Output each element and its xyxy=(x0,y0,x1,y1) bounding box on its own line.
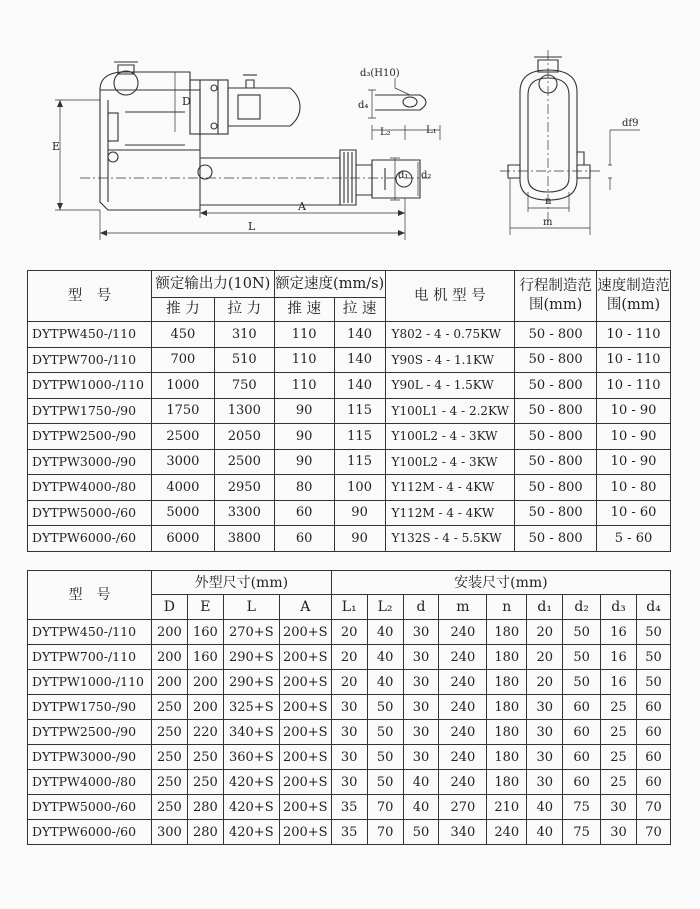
label-d2: d₂ xyxy=(421,170,432,181)
value-cell: 16 xyxy=(601,670,637,695)
performance-row xyxy=(28,398,671,424)
value-cell: 200 xyxy=(187,670,223,695)
header-stroke: 行程制造范围(mm) xyxy=(515,271,597,322)
value-cell: 200+S xyxy=(279,820,331,845)
value-cell: 140 xyxy=(334,373,385,399)
value-cell: 50 xyxy=(403,820,439,845)
value-cell: Y90S - 4 - 1.1KW xyxy=(385,347,515,373)
value-cell: 40 xyxy=(403,770,439,795)
value-cell: 35 xyxy=(331,795,367,820)
value-cell: 50 xyxy=(563,620,601,645)
value-cell: Y112M - 4 - 4KW xyxy=(385,475,515,501)
value-cell: 240 xyxy=(487,820,527,845)
value-cell: 2950 xyxy=(214,475,274,501)
value-cell: 5 - 60 xyxy=(597,526,671,552)
value-cell: 25 xyxy=(601,695,637,720)
model-cell: DYTPW700-/110 xyxy=(28,645,152,670)
value-cell: 200+S xyxy=(279,770,331,795)
value-cell: 50 - 800 xyxy=(515,373,597,399)
value-cell: Y100L2 - 4 - 3KW xyxy=(385,449,515,475)
dimension-row xyxy=(28,795,671,820)
value-cell: 30 xyxy=(331,770,367,795)
dimension-row xyxy=(28,670,671,695)
value-cell: 75 xyxy=(563,795,601,820)
model-cell: DYTPW2500-/90 xyxy=(28,424,152,450)
value-cell: 40 xyxy=(527,795,563,820)
value-cell: 1300 xyxy=(214,398,274,424)
value-cell: 290+S xyxy=(223,645,279,670)
value-cell: 115 xyxy=(334,449,385,475)
value-cell: 240 xyxy=(439,645,487,670)
label-d: D xyxy=(182,95,191,108)
value-cell: 50 xyxy=(367,745,403,770)
value-cell: 60 xyxy=(274,500,334,526)
model-cell: DYTPW3000-/90 xyxy=(28,449,152,475)
value-cell: 240 xyxy=(439,620,487,645)
label-d1: d₁ xyxy=(398,170,409,181)
value-cell: 50 - 800 xyxy=(515,500,597,526)
model-cell: DYTPW450-/110 xyxy=(28,620,152,645)
model-cell: DYTPW6000-/60 xyxy=(28,526,152,552)
value-cell: 20 xyxy=(331,620,367,645)
model-cell: DYTPW5000-/60 xyxy=(28,795,152,820)
value-cell: 40 xyxy=(403,795,439,820)
value-cell: 50 - 800 xyxy=(515,526,597,552)
value-cell: 70 xyxy=(367,820,403,845)
value-cell: 325+S xyxy=(223,695,279,720)
header-rated-speed: 额定速度(mm/s) xyxy=(274,271,385,298)
value-cell: 30 xyxy=(403,720,439,745)
value-cell: 40 xyxy=(367,645,403,670)
value-cell: 240 xyxy=(439,695,487,720)
value-cell: 200+S xyxy=(279,695,331,720)
header-model: 型 号 xyxy=(28,271,152,322)
value-cell: 110 xyxy=(274,373,334,399)
value-cell: 200 xyxy=(151,645,187,670)
value-cell: 30 xyxy=(403,645,439,670)
value-cell: Y132S - 4 - 5.5KW xyxy=(385,526,515,552)
value-cell: 35 xyxy=(331,820,367,845)
value-cell: 140 xyxy=(334,347,385,373)
header-dim-column: L₂ xyxy=(367,595,403,620)
value-cell: 240 xyxy=(439,720,487,745)
header-install-dimensions: 安装尺寸(mm) xyxy=(331,571,670,595)
model-cell: DYTPW5000-/60 xyxy=(28,500,152,526)
value-cell: 160 xyxy=(187,645,223,670)
value-cell: 280 xyxy=(187,820,223,845)
header-speed-range: 速度制造范围(mm) xyxy=(597,271,671,322)
header-dim-column: E xyxy=(187,595,223,620)
dimension-row xyxy=(28,720,671,745)
value-cell: 30 xyxy=(403,695,439,720)
dimension-row xyxy=(28,820,671,845)
value-cell: 250 xyxy=(151,795,187,820)
value-cell: 200+S xyxy=(279,620,331,645)
value-cell: 16 xyxy=(601,645,637,670)
value-cell: 60 xyxy=(636,720,670,745)
value-cell: 70 xyxy=(367,795,403,820)
header-pull-speed: 拉 速 xyxy=(334,298,385,322)
value-cell: 280 xyxy=(187,795,223,820)
actuator-end-view xyxy=(500,50,640,235)
value-cell: 30 xyxy=(403,670,439,695)
header-model-2: 型 号 xyxy=(28,571,152,620)
dimensions-table xyxy=(27,570,671,845)
value-cell: 340 xyxy=(439,820,487,845)
technical-drawing xyxy=(0,0,700,262)
value-cell: 250 xyxy=(151,770,187,795)
value-cell: 50 - 800 xyxy=(515,424,597,450)
value-cell: 90 xyxy=(274,398,334,424)
value-cell: 25 xyxy=(601,745,637,770)
header-push-speed: 推 速 xyxy=(274,298,334,322)
value-cell: 30 xyxy=(601,795,637,820)
label-a: A xyxy=(298,200,306,213)
label-d3: d₃(H10) xyxy=(360,68,400,79)
value-cell: 50 xyxy=(636,620,670,645)
header-outer-dimensions: 外型尺寸(mm) xyxy=(151,571,331,595)
value-cell: 50 - 800 xyxy=(515,449,597,475)
value-cell: 750 xyxy=(214,373,274,399)
value-cell: 200+S xyxy=(279,745,331,770)
value-cell: 450 xyxy=(151,322,214,348)
value-cell: 60 xyxy=(563,770,601,795)
value-cell: 100 xyxy=(334,475,385,501)
value-cell: 30 xyxy=(331,695,367,720)
value-cell: 6000 xyxy=(151,526,214,552)
value-cell: Y100L1 - 4 - 2.2KW xyxy=(385,398,515,424)
value-cell: 2500 xyxy=(151,424,214,450)
value-cell: 90 xyxy=(274,449,334,475)
value-cell: 250 xyxy=(187,745,223,770)
header-dim-column: A xyxy=(279,595,331,620)
value-cell: 110 xyxy=(274,322,334,348)
header-dim-column: L₁ xyxy=(331,595,367,620)
value-cell: 200+S xyxy=(279,795,331,820)
value-cell: 200 xyxy=(151,670,187,695)
value-cell: 50 xyxy=(563,670,601,695)
value-cell: 180 xyxy=(487,670,527,695)
model-cell: DYTPW2500-/90 xyxy=(28,720,152,745)
value-cell: 70 xyxy=(636,820,670,845)
value-cell: 220 xyxy=(187,720,223,745)
value-cell: 60 xyxy=(563,695,601,720)
value-cell: 700 xyxy=(151,347,214,373)
value-cell: 20 xyxy=(331,670,367,695)
model-cell: DYTPW4000-/80 xyxy=(28,475,152,501)
value-cell: 10 - 90 xyxy=(597,398,671,424)
value-cell: 250 xyxy=(151,745,187,770)
label-n: n xyxy=(545,196,552,207)
value-cell: 30 xyxy=(527,770,563,795)
value-cell: 10 - 110 xyxy=(597,373,671,399)
performance-row xyxy=(28,500,671,526)
value-cell: 115 xyxy=(334,424,385,450)
value-cell: 60 xyxy=(563,745,601,770)
dimension-row xyxy=(28,695,671,720)
header-dim-column: d₄ xyxy=(636,595,670,620)
value-cell: 25 xyxy=(601,720,637,745)
header-dim-column: d₂ xyxy=(563,595,601,620)
label-df9: df9 xyxy=(622,118,639,129)
value-cell: 40 xyxy=(527,820,563,845)
value-cell: 300 xyxy=(151,820,187,845)
value-cell: 30 xyxy=(331,745,367,770)
header-rated-force: 额定输出力(10N) xyxy=(151,271,274,298)
model-cell: DYTPW450-/110 xyxy=(28,322,152,348)
value-cell: 60 xyxy=(636,745,670,770)
value-cell: 5000 xyxy=(151,500,214,526)
value-cell: 75 xyxy=(563,820,601,845)
value-cell: 160 xyxy=(187,620,223,645)
value-cell: 10 - 110 xyxy=(597,322,671,348)
value-cell: 420+S xyxy=(223,820,279,845)
dimension-row xyxy=(28,770,671,795)
value-cell: 140 xyxy=(334,322,385,348)
dimension-row xyxy=(28,620,671,645)
actuator-side-view xyxy=(55,62,430,240)
value-cell: 50 xyxy=(367,770,403,795)
value-cell: 30 xyxy=(403,745,439,770)
value-cell: 360+S xyxy=(223,745,279,770)
label-l2: L₂ xyxy=(380,127,391,138)
performance-table xyxy=(27,270,671,552)
value-cell: 4000 xyxy=(151,475,214,501)
value-cell: 30 xyxy=(601,820,637,845)
value-cell: 20 xyxy=(527,670,563,695)
header-dim-column: d₃ xyxy=(601,595,637,620)
header-push-force: 推 力 xyxy=(151,298,214,322)
value-cell: 3300 xyxy=(214,500,274,526)
rod-end-detail xyxy=(368,78,440,200)
value-cell: 70 xyxy=(636,795,670,820)
value-cell: 50 - 800 xyxy=(515,322,597,348)
value-cell: 250 xyxy=(187,770,223,795)
value-cell: 10 - 60 xyxy=(597,500,671,526)
value-cell: Y90L - 4 - 1.5KW xyxy=(385,373,515,399)
value-cell: 340+S xyxy=(223,720,279,745)
value-cell: 1750 xyxy=(151,398,214,424)
model-cell: DYTPW700-/110 xyxy=(28,347,152,373)
value-cell: 110 xyxy=(274,347,334,373)
header-motor: 电 机 型 号 xyxy=(385,271,515,322)
value-cell: 50 - 800 xyxy=(515,398,597,424)
label-d4: d₄ xyxy=(358,100,369,111)
value-cell: 50 xyxy=(367,695,403,720)
value-cell: 60 xyxy=(563,720,601,745)
value-cell: 16 xyxy=(601,620,637,645)
performance-row xyxy=(28,347,671,373)
value-cell: 40 xyxy=(367,670,403,695)
value-cell: 10 - 90 xyxy=(597,449,671,475)
performance-row xyxy=(28,424,671,450)
value-cell: 50 - 800 xyxy=(515,347,597,373)
value-cell: Y802 - 4 - 0.75KW xyxy=(385,322,515,348)
value-cell: 3800 xyxy=(214,526,274,552)
performance-row xyxy=(28,373,671,399)
header-dim-column: L xyxy=(223,595,279,620)
label-l1: L₁ xyxy=(426,125,437,136)
model-cell: DYTPW1750-/90 xyxy=(28,695,152,720)
value-cell: 250 xyxy=(151,695,187,720)
value-cell: 50 xyxy=(636,670,670,695)
value-cell: 50 xyxy=(563,645,601,670)
value-cell: 180 xyxy=(487,645,527,670)
model-cell: DYTPW4000-/80 xyxy=(28,770,152,795)
performance-row xyxy=(28,526,671,552)
value-cell: 510 xyxy=(214,347,274,373)
performance-row xyxy=(28,449,671,475)
model-cell: DYTPW1750-/90 xyxy=(28,398,152,424)
value-cell: 20 xyxy=(527,645,563,670)
value-cell: 290+S xyxy=(223,670,279,695)
value-cell: 10 - 90 xyxy=(597,424,671,450)
value-cell: 1000 xyxy=(151,373,214,399)
value-cell: 30 xyxy=(527,745,563,770)
value-cell: 180 xyxy=(487,620,527,645)
value-cell: 180 xyxy=(487,770,527,795)
value-cell: 210 xyxy=(487,795,527,820)
label-m: m xyxy=(543,217,553,228)
value-cell: 30 xyxy=(527,695,563,720)
value-cell: 200 xyxy=(151,620,187,645)
value-cell: 180 xyxy=(487,695,527,720)
value-cell: 200 xyxy=(187,695,223,720)
value-cell: 20 xyxy=(331,645,367,670)
value-cell: Y100L2 - 4 - 3KW xyxy=(385,424,515,450)
model-cell: DYTPW1000-/110 xyxy=(28,670,152,695)
value-cell: 10 - 110 xyxy=(597,347,671,373)
value-cell: 180 xyxy=(487,745,527,770)
model-cell: DYTPW3000-/90 xyxy=(28,745,152,770)
value-cell: Y112M - 4 - 4KW xyxy=(385,500,515,526)
header-dim-column: d xyxy=(403,595,439,620)
value-cell: 90 xyxy=(334,526,385,552)
header-dim-column: m xyxy=(439,595,487,620)
header-dim-column: D xyxy=(151,595,187,620)
value-cell: 2050 xyxy=(214,424,274,450)
value-cell: 200+S xyxy=(279,720,331,745)
value-cell: 50 xyxy=(636,645,670,670)
value-cell: 20 xyxy=(527,620,563,645)
value-cell: 25 xyxy=(601,770,637,795)
value-cell: 115 xyxy=(334,398,385,424)
model-cell: DYTPW6000-/60 xyxy=(28,820,152,845)
value-cell: 60 xyxy=(274,526,334,552)
model-cell: DYTPW1000-/110 xyxy=(28,373,152,399)
header-dim-column: n xyxy=(487,595,527,620)
value-cell: 60 xyxy=(636,770,670,795)
value-cell: 420+S xyxy=(223,770,279,795)
value-cell: 200+S xyxy=(279,670,331,695)
header-dim-column: d₁ xyxy=(527,595,563,620)
value-cell: 420+S xyxy=(223,795,279,820)
value-cell: 180 xyxy=(487,720,527,745)
value-cell: 30 xyxy=(527,720,563,745)
value-cell: 240 xyxy=(439,670,487,695)
dimension-row xyxy=(28,745,671,770)
value-cell: 3000 xyxy=(151,449,214,475)
dimension-row xyxy=(28,645,671,670)
value-cell: 50 - 800 xyxy=(515,475,597,501)
value-cell: 200+S xyxy=(279,645,331,670)
value-cell: 50 xyxy=(367,720,403,745)
value-cell: 30 xyxy=(331,720,367,745)
value-cell: 80 xyxy=(274,475,334,501)
value-cell: 90 xyxy=(274,424,334,450)
value-cell: 310 xyxy=(214,322,274,348)
value-cell: 270 xyxy=(439,795,487,820)
value-cell: 40 xyxy=(367,620,403,645)
value-cell: 60 xyxy=(636,695,670,720)
value-cell: 10 - 80 xyxy=(597,475,671,501)
label-l: L xyxy=(248,220,256,233)
label-e: E xyxy=(52,140,61,153)
performance-row xyxy=(28,475,671,501)
performance-row xyxy=(28,322,671,348)
header-pull-force: 拉 力 xyxy=(214,298,274,322)
value-cell: 240 xyxy=(439,770,487,795)
value-cell: 270+S xyxy=(223,620,279,645)
value-cell: 240 xyxy=(439,745,487,770)
value-cell: 2500 xyxy=(214,449,274,475)
value-cell: 90 xyxy=(334,500,385,526)
value-cell: 30 xyxy=(403,620,439,645)
value-cell: 250 xyxy=(151,720,187,745)
